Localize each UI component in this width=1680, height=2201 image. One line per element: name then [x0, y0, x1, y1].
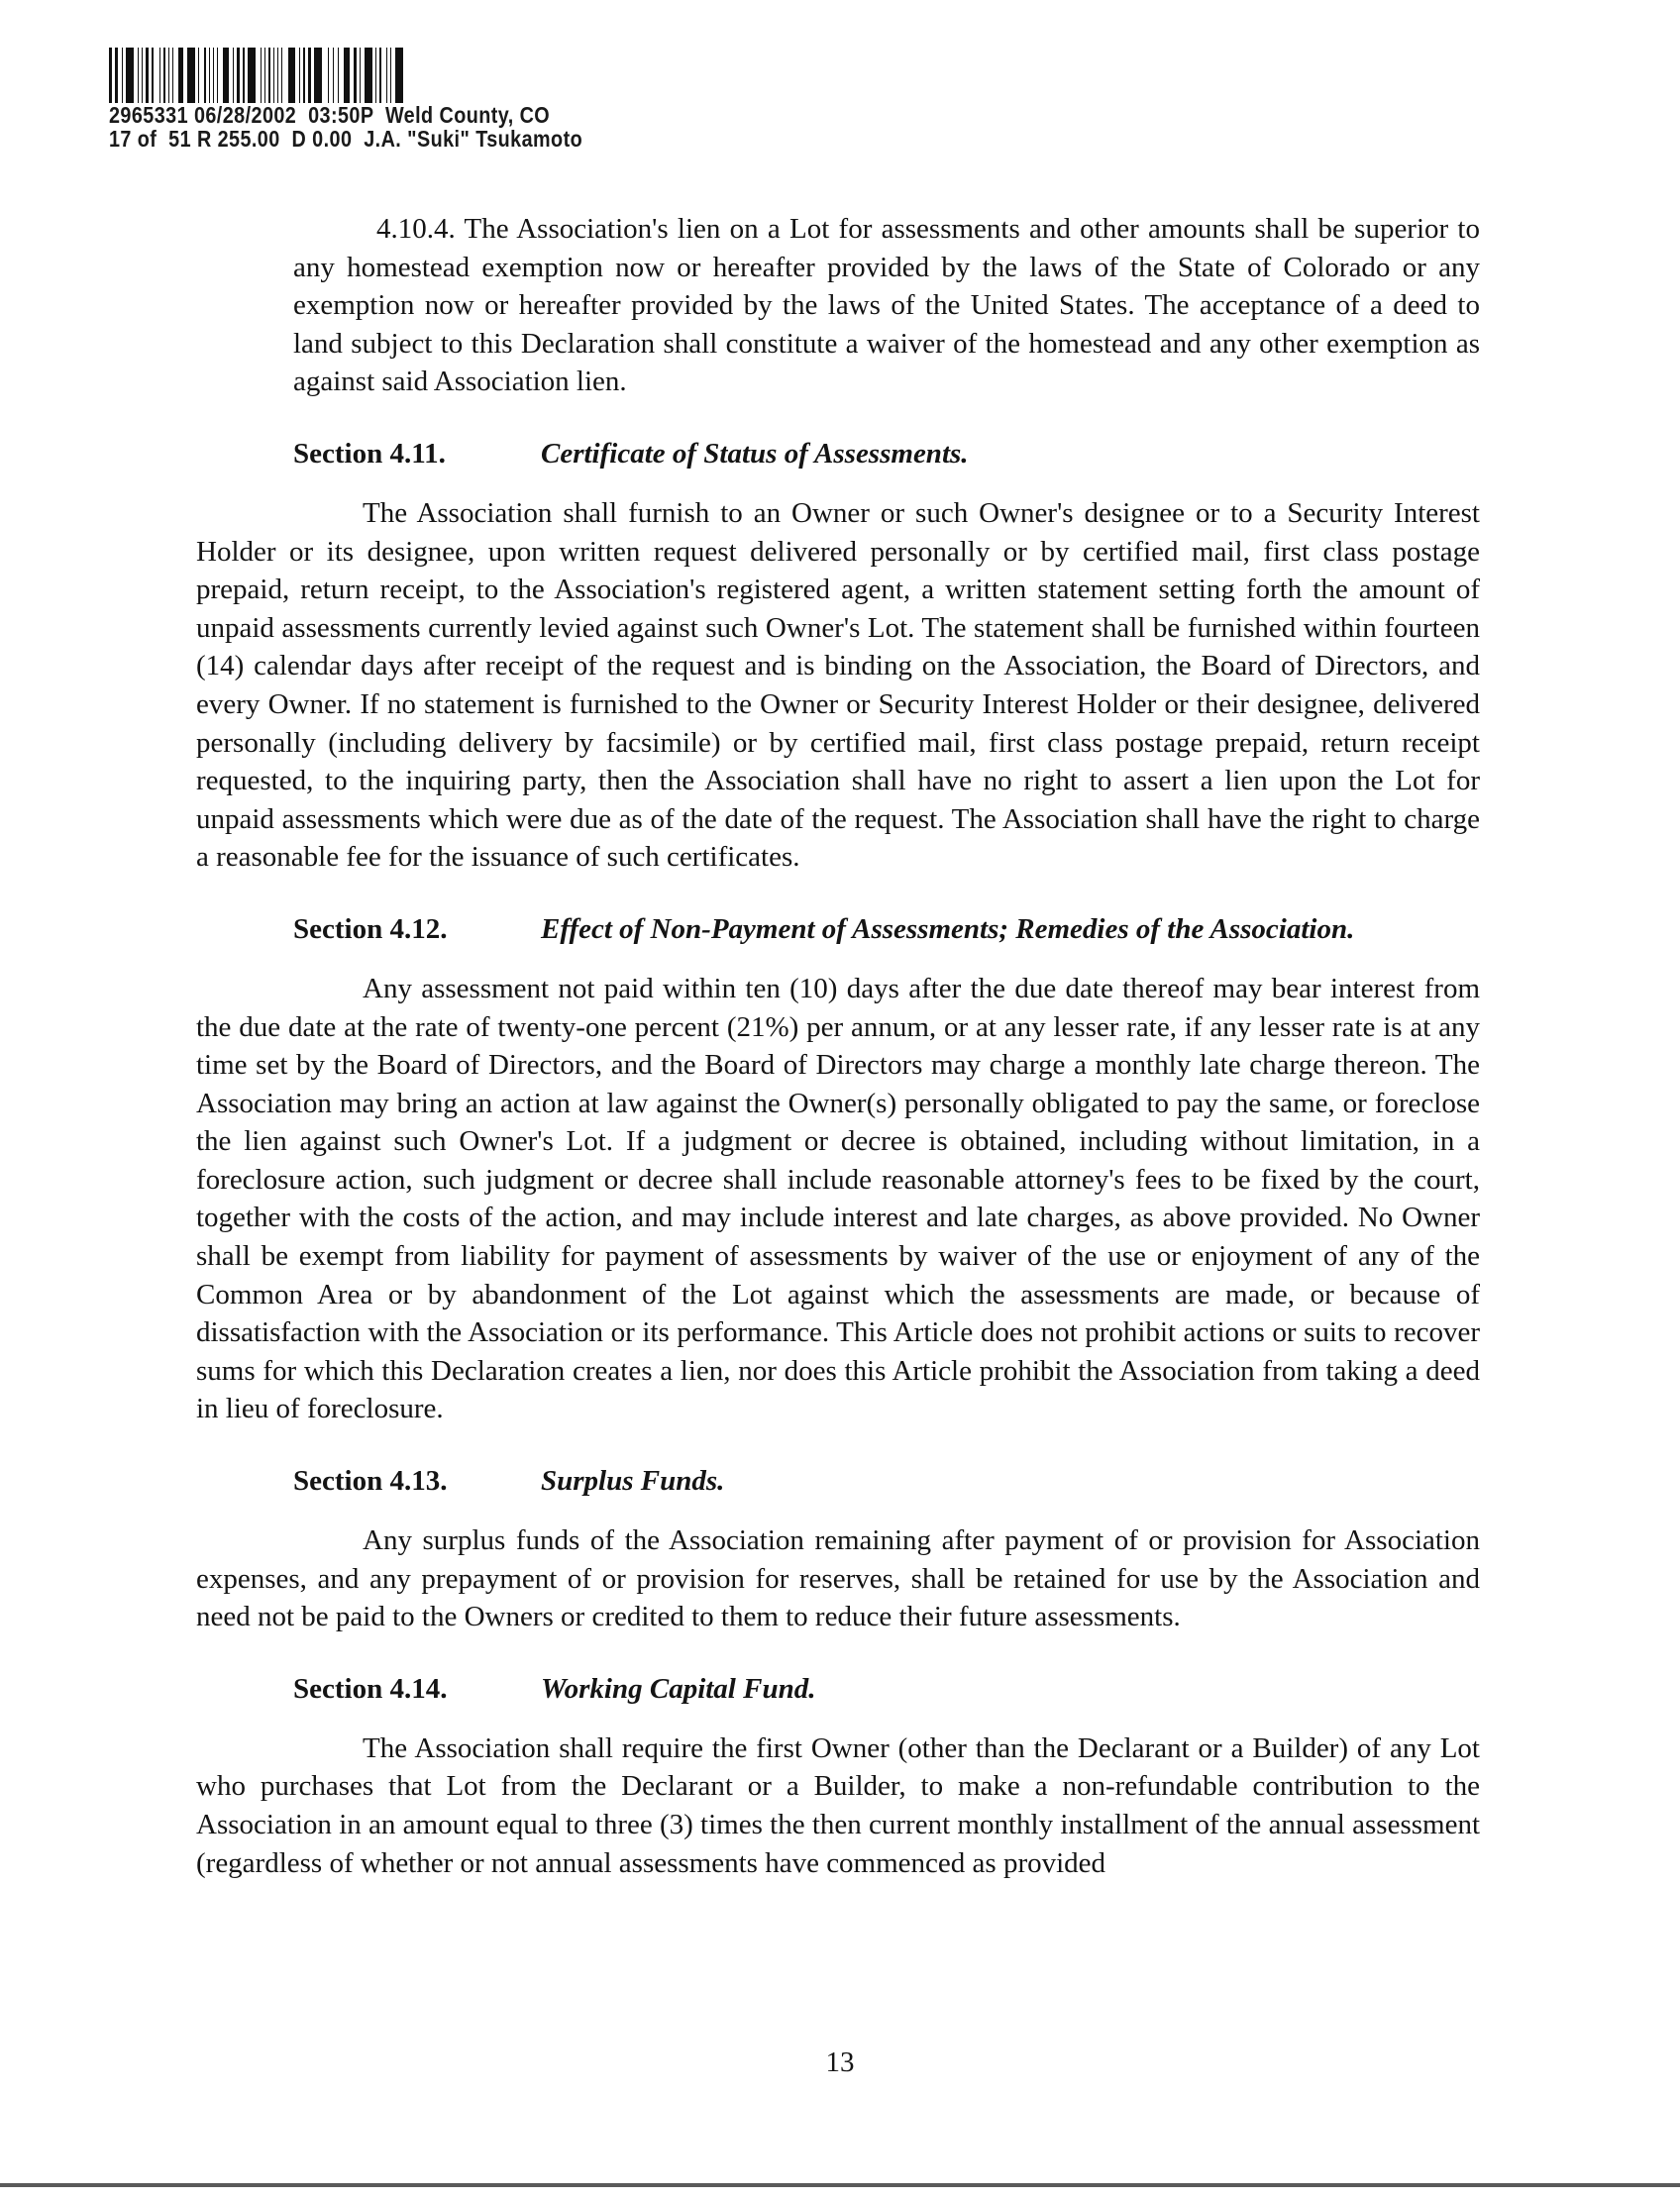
section-heading — [293, 1670, 1480, 1708]
section-heading — [293, 435, 1480, 472]
recording-line-1: 2965331 06/28/2002 03:50P Weld County, CO — [109, 102, 551, 128]
section-number: Section 4.11. — [293, 437, 446, 470]
section-number: Section 4.13. — [293, 1465, 448, 1498]
document-body — [196, 210, 1480, 1916]
barcode-image — [109, 48, 792, 103]
recording-stamp — [109, 48, 822, 151]
paragraph-4-10-4: 4.10.4. The Association's lien on a Lot for assessments and other amounts shall be superior to any homestead exemption now or hereafter provided by the laws of the State of Colorado or any exemption now or hereafter provided by the laws of the United States. The acceptance of a deed to land subject to this Declaration shall constitute a waiver of the homestead and any other exemption as against said Association lien. — [293, 213, 1480, 398]
section-title: Certificate of Status of Assessments. — [541, 437, 969, 470]
bottom-rule — [0, 2183, 1680, 2187]
section-4-14 — [196, 1670, 1480, 1882]
section-body: The Association shall furnish to an Owner or such Owner's designee or to a Security Interest Holder or its designee, upon written request delivered personally or by certified mail, first class postage prepaid, return receipt, to the Association's registered agent, a written statement setting forth the amount of unpaid assessments currently levied against such Owner's Lot. The statement shall be furnished within fourteen (14) calendar days after receipt of the request and is binding on the Association, the Board of Directors, and every Owner. If no statement is furnished to the Owner or Security Interest Holder or their designee, delivered personally (including delivery by facsimile) or by certified mail, first class postage prepaid, return receipt requested, to the inquiring party, then the Association shall have no right to assert a lien upon the Lot for unpaid assessments which were due as of the date of the request. The Association shall have the right to charge a reasonable fee for the issuance of such certificates. — [196, 496, 1480, 874]
section-title: Effect of Non-Payment of Assessments; Remedies of the Association. — [541, 912, 1355, 945]
section-4-11 — [196, 435, 1480, 877]
recording-line-2: 17 of 51 R 255.00 D 0.00 J.A. "Suki" Tsukamoto — [109, 126, 583, 152]
section-title: Working Capital Fund. — [541, 1672, 816, 1705]
section-heading — [293, 1462, 1480, 1500]
section-body: The Association shall require the first Owner (other than the Declarant or a Builder) of any Lot who purchases that Lot from the Declarant or a Builder, to make a non-refundable contribution to the Association in an amount equal to three (3) times the then current monthly installment of the annual assessment (regardless of whether or not annual assessments have commenced as provided — [196, 1731, 1480, 1879]
section-number: Section 4.14. — [293, 1672, 448, 1705]
section-number: Section 4.12. — [293, 912, 448, 945]
section-body: Any surplus funds of the Association remaining after payment of or provision for Association expenses, and any prepayment of or provision for reserves, shall be retained for use by the Association and need not be paid to the Owners or credited to them to reduce their future assessments. — [196, 1524, 1480, 1633]
section-title: Surplus Funds. — [541, 1465, 725, 1498]
section-heading — [293, 910, 1480, 948]
page-number: 13 — [825, 2046, 855, 2078]
section-4-12 — [196, 910, 1480, 1428]
section-4-13 — [196, 1462, 1480, 1636]
section-body: Any assessment not paid within ten (10) days after the due date thereof may bear interest from the due date at the rate of twenty-one percent (21%) per annum, or at any lesser rate, if any lesser rate is at any time set by the Board of Directors, and the Board of Directors may charge a monthly late charge thereon. The Association may bring an action at law against the Owner(s) personally obligated to pay the same, or foreclose the lien against such Owner's Lot. If a judgment or decree is obtained, including without limitation, in a foreclosure action, such judgment or decree shall include reasonable attorney's fees to be fixed by the court, together with the costs of the action, and may include interest and late charges, as above provided. No Owner shall be exempt from liability for payment of assessments by waiver of the use or enjoyment of any of the Common Area or by abandonment of the Lot against which the assessments are made, or because of dissatisfaction with the Association or its performance. This Article does not prohibit actions or suits to recover sums for which this Declaration creates a lien, nor does this Article prohibit the Association from taking a deed in lieu of foreclosure. — [196, 972, 1480, 1425]
